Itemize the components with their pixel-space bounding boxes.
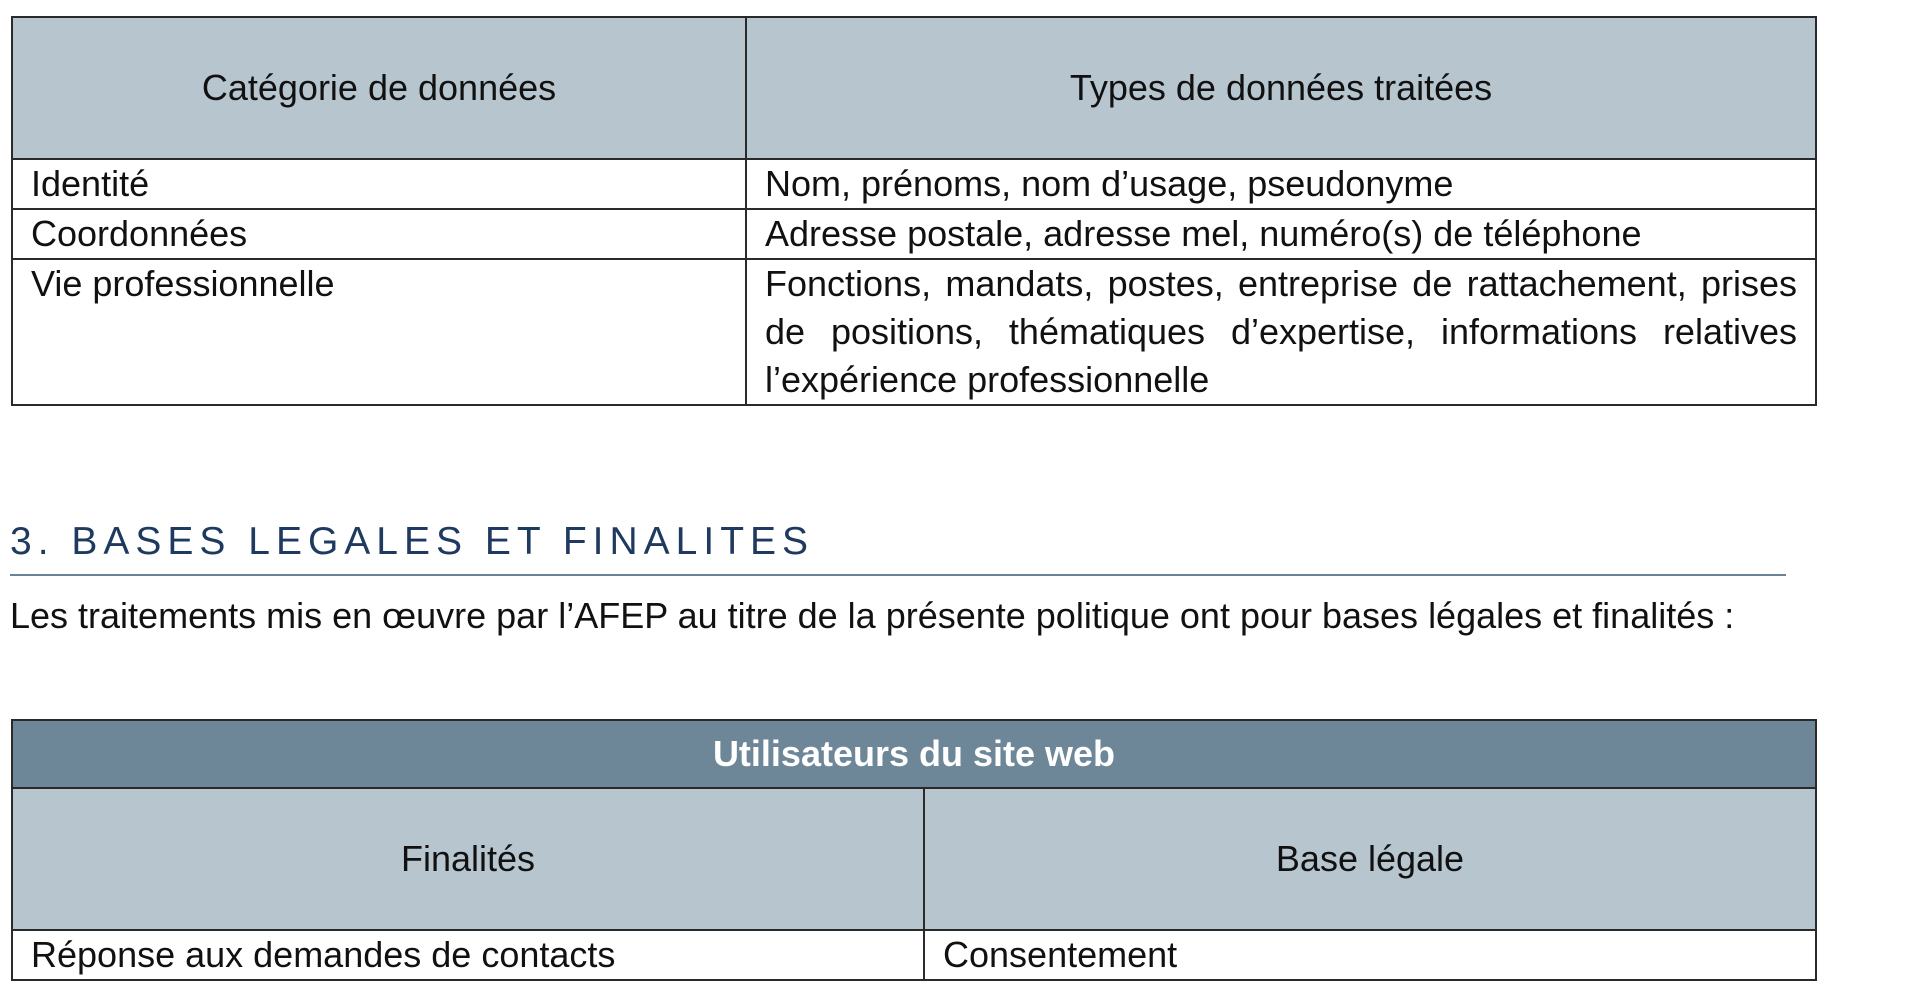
category-cell: Coordonnées [12,209,746,259]
types-cell: Adresse postale, adresse mel, numéro(s) de téléphone [746,209,1816,259]
types-cell: Nom, prénoms, nom d’usage, pseudonyme [746,159,1816,209]
column-header-types: Types de données traitées [746,17,1816,159]
data-categories-table [11,16,1817,406]
column-header-category: Catégorie de données [12,17,746,159]
table-group-header-row [12,720,1816,788]
table-row [12,159,1816,209]
category-cell: Vie professionnelle [12,259,746,405]
types-cell: Fonctions, mandats, postes, entreprise de rattachement, prises de positions, thématiques d’expertise, informations relatives l’expérience professionnelle [746,259,1816,405]
purpose-cell: Réponse aux demandes de contacts [12,930,924,980]
column-header-purposes: Finalités [12,788,924,930]
table-row [12,259,1816,405]
section-heading: 3. BASES LEGALES ET FINALITES [10,517,1786,576]
table-row [12,930,1816,980]
column-header-legal-basis: Base légale [924,788,1816,930]
table-row [12,209,1816,259]
intro-paragraph: Les traitements mis en œuvre par l’AFEP au titre de la présente politique ont pour bases légales et finalités : [10,595,1735,636]
table-header-row [12,788,1816,930]
table-header-row [12,17,1816,159]
legal-basis-cell: Consentement [924,930,1816,980]
purposes-table [11,719,1817,981]
category-cell: Identité [12,159,746,209]
group-header-website-users: Utilisateurs du site web [12,720,1816,788]
